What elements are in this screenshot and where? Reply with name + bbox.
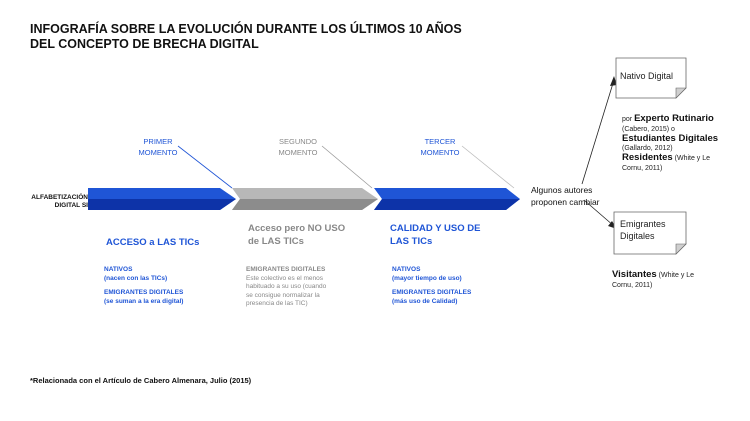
callout-nativo-digital: Nativo Digital xyxy=(620,71,674,81)
callout-emigrantes-line-1: Emigrantes xyxy=(620,219,666,229)
phase-1-item-2-detail: (se suman a la era digital) xyxy=(104,297,184,305)
moment-2-pointer xyxy=(322,146,372,188)
phase-2-detail-line-3: se consigue normalizar la xyxy=(246,291,320,299)
moment-3-line-2: MOMENTO xyxy=(420,148,460,157)
phase-3-item-2-detail: (más uso de Calidad) xyxy=(392,297,458,305)
phase-2-heading xyxy=(248,222,368,248)
timeline-label-line-2: DIGITAL SI xyxy=(54,202,88,209)
phase-3-item-2-title: EMIGRANTES DIGITALES xyxy=(392,289,472,296)
branch-arrow-up xyxy=(582,80,614,184)
phase-3-item-1-detail: (mayor tiempo de uso) xyxy=(392,274,462,282)
timeline-segment-2-shade xyxy=(232,199,378,210)
moment-1-label xyxy=(128,136,188,158)
phase-2-detail-line-1: Este colectivo es el menos xyxy=(246,274,323,282)
phase-3-details xyxy=(392,266,512,306)
title-line-1: INFOGRAFÍA SOBRE LA EVOLUCIÓN DURANTE LOS ÚLTIMOS 10 AÑOS xyxy=(30,22,462,36)
timeline-segment-1-shade xyxy=(88,199,236,210)
emigrantes-ref-cite-1b: Cornu, 2011) xyxy=(612,281,653,289)
branch-line-2: proponen cambiar xyxy=(531,197,600,207)
timeline-label-line-1: ALFABETIZACIÓN xyxy=(31,194,88,201)
phase-1-item-2-title: EMIGRANTES DIGITALES xyxy=(104,289,184,296)
moment-2-line-1: SEGUNDO xyxy=(279,137,317,146)
nativo-references xyxy=(622,114,732,173)
timeline-start-label xyxy=(10,194,88,210)
timeline-segment-3-shade xyxy=(374,199,520,210)
phase-2-item-1-title: EMIGRANTES DIGITALES xyxy=(246,266,326,273)
callout-emigrantes-line-2: Digitales xyxy=(620,231,655,241)
emigrantes-ref-term-1: Visitantes xyxy=(612,269,657,280)
phase-1-item-1-title: NATIVOS xyxy=(104,266,133,273)
nativo-ref-cite-3a: (White y Le xyxy=(672,155,711,162)
emigrantes-ref-cite-1a: (White y Le xyxy=(656,272,695,279)
phase-3-item-1-title: NATIVOS xyxy=(392,266,421,273)
phase-2-details xyxy=(246,266,366,309)
nativo-ref-term-2: Estudiantes Digitales xyxy=(622,133,719,144)
callout-emigrantes-digitales xyxy=(620,218,666,242)
moment-2-label xyxy=(268,136,328,158)
moment-2-line-2: MOMENTO xyxy=(278,148,318,157)
phase-1-heading: ACCESO a LAS TICs xyxy=(106,237,200,248)
moment-3-label xyxy=(410,136,470,158)
phase-3-heading-line-2: LAS TICs xyxy=(390,236,433,247)
phase-3-heading-line-1: CALIDAD Y USO DE xyxy=(390,223,481,234)
footnote: *Relacionada con el Artículo de Cabero Almenara, Julio (2015) xyxy=(30,376,252,385)
phase-3-heading xyxy=(390,222,510,248)
emigrantes-references xyxy=(612,270,732,290)
nativo-ref-cite-2: (Gallardo, 2012) xyxy=(622,144,673,152)
title-line-2: DEL CONCEPTO DE BRECHA DIGITAL xyxy=(30,37,259,51)
nativo-ref-cite-1: (Cabero, 2015) o xyxy=(622,125,675,133)
moment-1-line-1: PRIMER xyxy=(143,137,173,146)
branch-line-1: Algunos autores xyxy=(531,185,593,195)
phase-2-detail-line-2: habituado a su uso (cuando xyxy=(246,283,327,290)
phase-2-heading-line-2: de LAS TICs xyxy=(248,236,304,247)
phase-1-details xyxy=(104,266,234,306)
phase-2-detail-line-4: presencia de las TIC) xyxy=(246,300,308,307)
moment-3-line-1: TERCER xyxy=(424,137,456,146)
phase-2-heading-line-1: Acceso pero NO USO xyxy=(248,223,346,234)
phase-1-item-1-detail: (nacen con las TICs) xyxy=(104,274,168,282)
nativo-ref-prefix: por xyxy=(622,116,635,123)
nativo-ref-cite-3b: Cornu, 2011) xyxy=(622,164,663,172)
nativo-ref-term-1: Experto Rutinario xyxy=(634,113,714,124)
nativo-ref-term-3: Residentes xyxy=(622,152,673,163)
moment-1-line-2: MOMENTO xyxy=(138,148,178,157)
branch-text xyxy=(531,184,621,208)
